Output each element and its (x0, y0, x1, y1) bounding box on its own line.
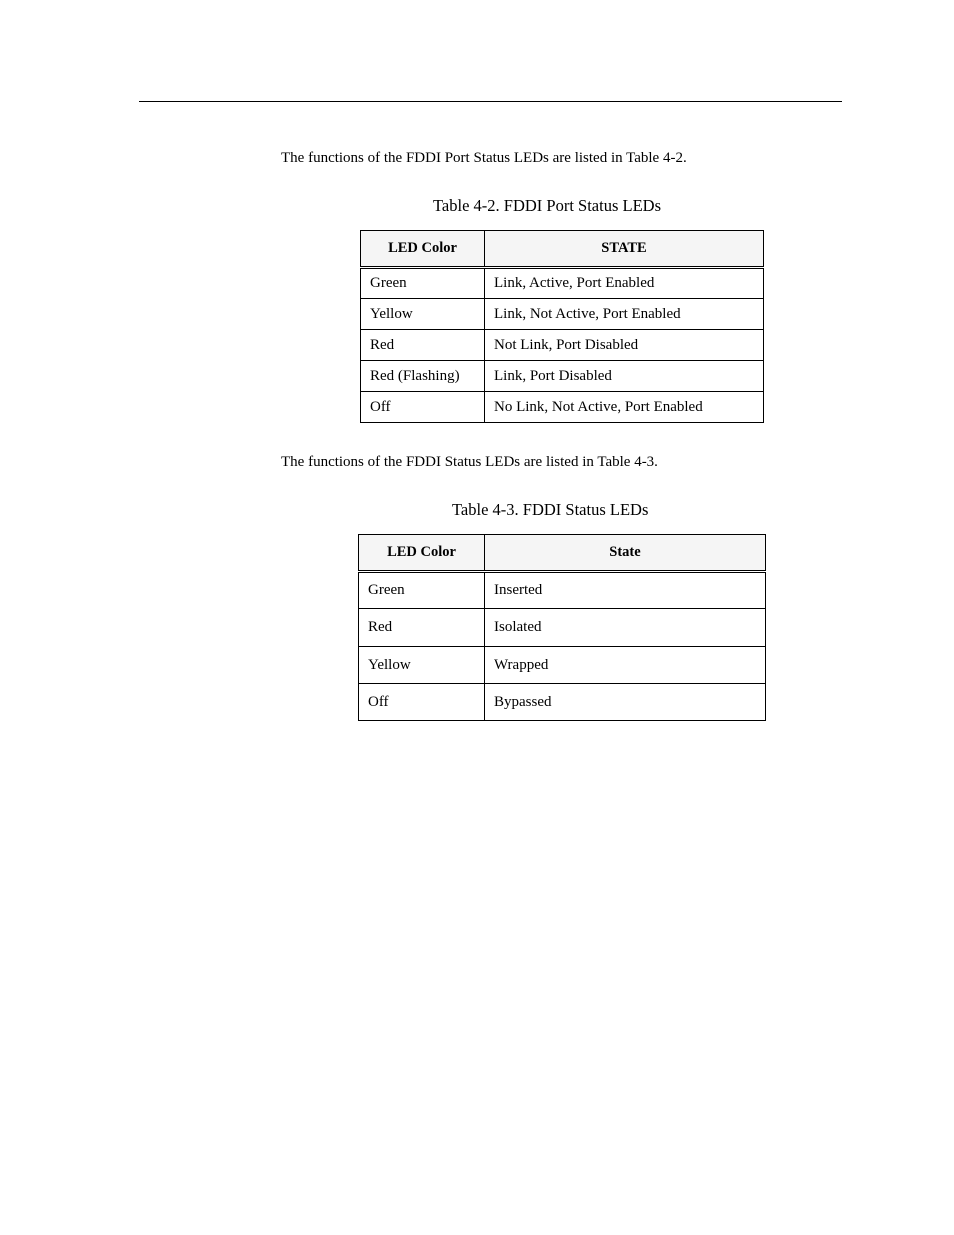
led-color-cell: Off (359, 684, 485, 721)
state-cell: Link, Not Active, Port Enabled (485, 299, 764, 330)
led-color-cell: Red (Flashing) (361, 361, 485, 392)
table-header-row (359, 535, 766, 572)
column-header-state: STATE (485, 231, 764, 268)
table-row (359, 609, 766, 647)
header-rule (139, 101, 842, 102)
state-cell: Bypassed (485, 684, 766, 721)
table-4-2-caption: Table 4-2. FDDI Port Status LEDs (433, 196, 661, 215)
table-row (361, 330, 764, 361)
intro-status-paragraph: The functions of the FDDI Status LEDs are listed in Table 4-3. (281, 454, 658, 470)
intro-port-status-paragraph: The functions of the FDDI Port Status LEDs are listed in Table 4-2. (281, 150, 687, 166)
table-header-row (361, 231, 764, 268)
fddi-status-table (358, 534, 766, 721)
table-row (359, 684, 766, 721)
state-cell: No Link, Not Active, Port Enabled (485, 392, 764, 423)
led-color-cell: Green (361, 268, 485, 299)
state-cell: Inserted (485, 572, 766, 609)
table-4-3-caption: Table 4-3. FDDI Status LEDs (452, 500, 649, 519)
table-row (359, 647, 766, 684)
column-header-led-color: LED Color (361, 231, 485, 268)
table-row (361, 392, 764, 423)
table-row (361, 299, 764, 330)
column-header-led-color: LED Color (359, 535, 485, 572)
led-color-cell: Off (361, 392, 485, 423)
led-color-cell: Yellow (361, 299, 485, 330)
led-color-cell: Red (359, 609, 485, 647)
table-row (361, 268, 764, 299)
fddi-port-status-table (360, 230, 764, 423)
column-header-state: State (485, 535, 766, 572)
led-color-cell: Yellow (359, 647, 485, 684)
table-row (361, 361, 764, 392)
led-color-cell: Red (361, 330, 485, 361)
led-color-cell: Green (359, 572, 485, 609)
state-cell: Link, Port Disabled (485, 361, 764, 392)
state-cell: Not Link, Port Disabled (485, 330, 764, 361)
table-row (359, 572, 766, 609)
state-cell: Wrapped (485, 647, 766, 684)
state-cell: Isolated (485, 609, 766, 647)
state-cell: Link, Active, Port Enabled (485, 268, 764, 299)
